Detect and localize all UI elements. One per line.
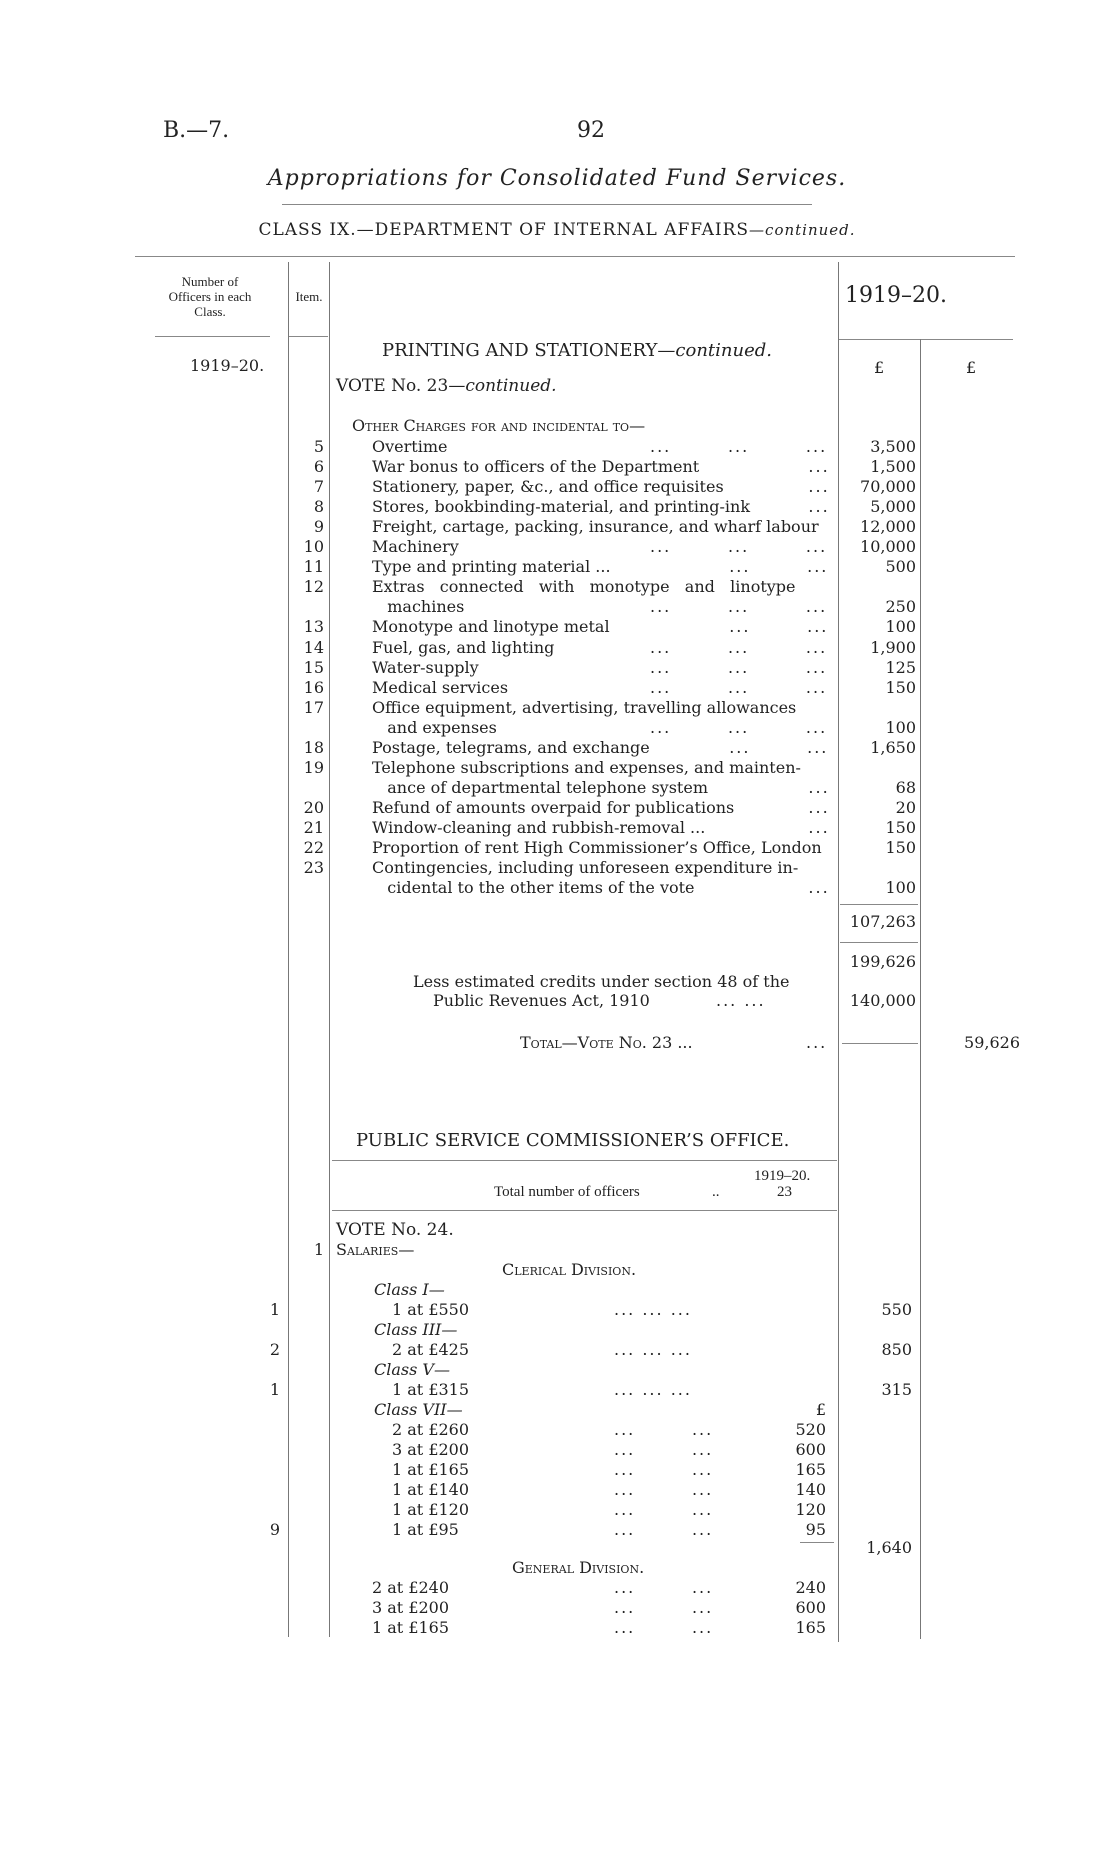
divider: [282, 204, 812, 205]
dot-leader: ... ... ...: [650, 718, 828, 737]
column-rule: [838, 262, 839, 1642]
gross-amount: 199,626: [849, 952, 916, 971]
divider: [800, 1542, 834, 1543]
charge-description: and expenses: [372, 718, 497, 737]
officer-count: 1: [269, 1300, 280, 1319]
charge-description: ance of departmental telephone system: [372, 778, 708, 797]
item-column-header: Item.: [295, 289, 323, 304]
total-amount: 59,626: [964, 1033, 1020, 1052]
dot-leader: ...: [808, 878, 830, 897]
dot-leader: ...: [808, 818, 830, 837]
charge-amount: 68: [895, 778, 916, 797]
charge-description: Refund of amounts overpaid for publications: [372, 798, 735, 817]
charge-amount: 100: [885, 617, 916, 636]
charge-amount: 1,900: [870, 638, 916, 657]
item-number: 23: [303, 858, 324, 877]
charge-description: Stationery, paper, &c., and office requisites: [372, 477, 724, 496]
pound-sign: £: [815, 1400, 826, 1419]
dot-leader: ... ... ...: [650, 537, 828, 556]
charge-amount: 5,000: [870, 497, 916, 516]
charge-description: cidental to the other items of the vote: [372, 878, 695, 897]
charge-description: Telephone subscriptions and expenses, and mainten-: [372, 758, 801, 777]
less-credits-line2: Public Revenues Act, 1910: [433, 991, 650, 1010]
dot-leader: ... ...: [614, 1440, 714, 1459]
charge-description: Water-supply: [372, 658, 479, 677]
dot-leader: ... ...: [716, 991, 766, 1010]
total-label: Total—Vote No. 23 ...: [520, 1033, 693, 1052]
item-number: 1: [313, 1240, 324, 1259]
charge-amount: 1,650: [870, 738, 916, 757]
charge-description: Proportion of rent High Commissioner’s Office, London: [372, 838, 822, 857]
officer-count: 1: [269, 1380, 280, 1399]
charge-description: Freight, cartage, packing, insurance, and wharf labour: [372, 517, 819, 536]
dot-leader: ... ... ...: [650, 437, 828, 456]
salary-amount: 140: [795, 1480, 826, 1499]
charge-amount: 20: [895, 798, 916, 817]
item-number: 13: [303, 617, 324, 636]
divider: [332, 1210, 837, 1211]
dot-leader: ... ...: [729, 557, 829, 576]
class-label: Class V—: [374, 1360, 450, 1379]
salary-amount: 165: [795, 1460, 826, 1479]
divider: [840, 942, 918, 943]
item-number: 12: [303, 577, 324, 596]
charge-description: Type and printing material ...: [372, 557, 611, 576]
charge-amount: 250: [885, 597, 916, 616]
officers-year: 1919–20.: [754, 1168, 811, 1184]
dot-leader: ... ... ...: [614, 1380, 692, 1399]
dot-leader: ... ...: [729, 738, 829, 757]
item-number: 10: [303, 537, 324, 556]
charge-description: Contingencies, including unforeseen expenditure in-: [372, 858, 799, 877]
charge-amount: 150: [885, 678, 916, 697]
salary-amount: 165: [795, 1618, 826, 1637]
charge-amount: 500: [885, 557, 916, 576]
charge-amount: 70,000: [860, 477, 916, 496]
salary-amount: 315: [881, 1380, 912, 1399]
charge-description: Medical services: [372, 678, 509, 697]
dot-leader: ...: [808, 457, 830, 476]
dot-leader: ...: [808, 497, 830, 516]
salary-amount: 550: [881, 1300, 912, 1319]
section-title: PRINTING AND STATIONERY—continued.: [382, 340, 772, 361]
dot-leader: ... ...: [614, 1618, 714, 1637]
dot-leader: ... ...: [614, 1480, 714, 1499]
dot-leader: ... ...: [614, 1520, 714, 1539]
item-number: 8: [313, 497, 324, 516]
charge-amount: 10,000: [860, 537, 916, 556]
dot-leader: ...: [806, 1033, 828, 1052]
item-number: 16: [303, 678, 324, 697]
item-number: 15: [303, 658, 324, 677]
officers-label: Total number of officers: [494, 1184, 640, 1200]
officers-count: 23: [777, 1184, 792, 1200]
charge-amount: 100: [885, 878, 916, 897]
salary-amount: 850: [881, 1340, 912, 1359]
officer-count: 2: [269, 1340, 280, 1359]
salary-line: 1 at £165: [392, 1460, 470, 1479]
charge-description: Office equipment, advertising, travelling allowances: [372, 698, 797, 717]
divider: [135, 256, 1015, 257]
divider: [332, 1160, 837, 1161]
divider: [840, 904, 918, 905]
salary-line: 2 at £260: [392, 1420, 470, 1439]
charge-amount: 100: [885, 718, 916, 737]
item-number: 19: [303, 758, 324, 777]
dot-leader: ... ... ...: [614, 1340, 692, 1359]
year-column-header: 1919–20.: [845, 283, 947, 308]
charge-amount: 1,500: [870, 457, 916, 476]
subtotal-amount: 107,263: [849, 912, 916, 931]
salary-line: 2 at £425: [392, 1340, 470, 1359]
charge-description: Extras connected with monotype and linotype: [372, 577, 796, 596]
charge-description: Overtime: [372, 437, 448, 456]
item-number: 11: [303, 557, 324, 576]
charge-description: War bonus to officers of the Department: [372, 457, 700, 476]
salary-amount: 520: [795, 1420, 826, 1439]
item-number: 20: [303, 798, 324, 817]
item-number: 9: [313, 517, 324, 536]
class-title: CLASS IX.—DEPARTMENT OF INTERNAL AFFAIRS—continued.: [258, 220, 856, 240]
salary-line: 1 at £140: [392, 1480, 470, 1499]
column-rule: [920, 339, 921, 1639]
salary-amount: 95: [805, 1520, 826, 1539]
salary-line: 1 at £550: [392, 1300, 470, 1319]
dot-leader: ... ...: [614, 1460, 714, 1479]
salary-amount: 600: [795, 1598, 826, 1617]
dot-leader: ... ... ...: [614, 1300, 692, 1319]
salary-amount: 1,640: [866, 1538, 912, 1557]
item-number: 5: [313, 437, 324, 456]
charge-amount: 150: [885, 838, 916, 857]
dot-leader: ... ... ...: [650, 638, 828, 657]
item-number: 18: [303, 738, 324, 757]
dot-leader: ... ... ...: [650, 658, 828, 677]
vote-heading: VOTE No. 23—continued.: [336, 376, 557, 396]
dot-leader: ... ... ...: [650, 597, 828, 616]
dot-leader: ... ... ...: [650, 678, 828, 697]
charge-description: Monotype and linotype metal: [372, 617, 610, 636]
salary-line: 3 at £200: [372, 1598, 450, 1617]
dot-leader: ...: [808, 477, 830, 496]
credits-amount: 140,000: [849, 991, 916, 1010]
salary-line: 3 at £200: [392, 1440, 470, 1459]
item-number: 7: [313, 477, 324, 496]
salary-line: 1 at £165: [372, 1618, 450, 1637]
general-division-heading: General Division.: [512, 1558, 645, 1577]
section-title: PUBLIC SERVICE COMMISSIONER’S OFFICE.: [356, 1130, 790, 1151]
salary-line: 2 at £240: [372, 1578, 450, 1597]
dot-leader: ... ...: [729, 617, 829, 636]
dot-leader: ... ...: [614, 1420, 714, 1439]
less-credits-line1: Less estimated credits under section 48 of the: [413, 972, 790, 991]
clerical-division-heading: Clerical Division.: [502, 1260, 637, 1279]
page-subtitle: Appropriations for Consolidated Fund Services.: [267, 166, 847, 191]
item-number: 21: [303, 818, 324, 837]
divider: [155, 336, 270, 337]
pound-sign: £: [874, 358, 885, 377]
item-number: 17: [303, 698, 324, 717]
dot-leader: ..: [712, 1184, 720, 1200]
page-number: 92: [577, 118, 605, 143]
officer-count: 9: [269, 1520, 280, 1539]
charge-amount: 3,500: [870, 437, 916, 456]
dot-leader: ...: [808, 778, 830, 797]
dot-leader: ...: [808, 798, 830, 817]
charge-amount: 125: [885, 658, 916, 677]
salary-amount: 600: [795, 1440, 826, 1459]
class-label: Class I—: [374, 1280, 445, 1299]
charge-description: Fuel, gas, and lighting: [372, 638, 555, 657]
charge-description: Machinery: [372, 537, 459, 556]
dot-leader: ... ...: [614, 1598, 714, 1617]
charge-amount: 12,000: [860, 517, 916, 536]
other-charges-heading: Other Charges for and incidental to—: [352, 416, 646, 435]
item-number: 22: [303, 838, 324, 857]
salary-amount: 240: [795, 1578, 826, 1597]
divider: [288, 336, 328, 337]
charge-description: Stores, bookbinding-material, and printing-ink: [372, 497, 751, 516]
charge-description: Postage, telegrams, and exchange: [372, 738, 650, 757]
column-rule: [329, 262, 330, 1637]
salaries-heading: Salaries—: [336, 1240, 415, 1259]
divider: [842, 1043, 918, 1044]
item-number: 14: [303, 638, 324, 657]
pound-sign: £: [966, 358, 977, 377]
dot-leader: ... ...: [614, 1578, 714, 1597]
divider: [838, 339, 1013, 340]
class-label: Class III—: [374, 1320, 458, 1339]
dot-leader: ... ...: [614, 1500, 714, 1519]
salary-line: 1 at £95: [392, 1520, 459, 1539]
charge-description: machines: [372, 597, 465, 616]
column-rule: [288, 262, 289, 1637]
year-left-label: 1919–20.: [190, 356, 265, 375]
charge-description: Window-cleaning and rubbish-removal ...: [372, 818, 706, 837]
document-reference: B.—7.: [163, 118, 230, 143]
item-number: 6: [313, 457, 324, 476]
salary-amount: 120: [795, 1500, 826, 1519]
salary-line: 1 at £315: [392, 1380, 470, 1399]
officers-column-header: Number of Officers in each Class.: [168, 274, 252, 319]
class-label: Class VII—: [374, 1400, 463, 1419]
vote-heading: VOTE No. 24.: [336, 1220, 454, 1240]
salary-line: 1 at £120: [392, 1500, 470, 1519]
charge-amount: 150: [885, 818, 916, 837]
